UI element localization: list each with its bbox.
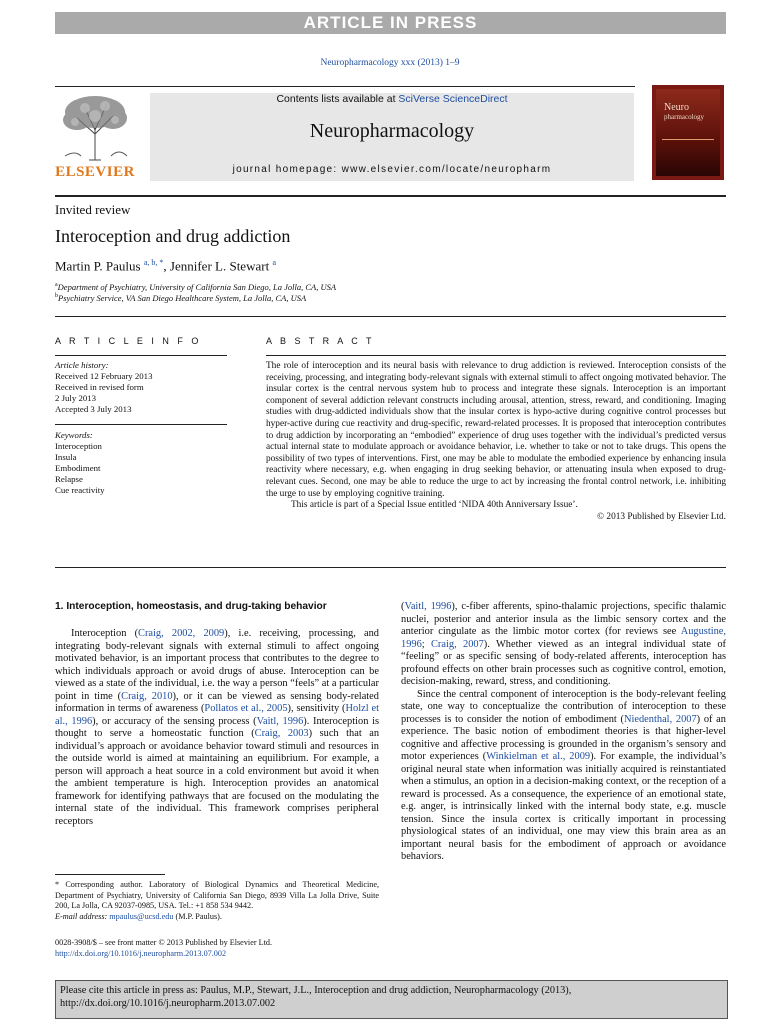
reference-link[interactable]: Craig, 2002, 2009 [138, 628, 225, 639]
abstract-body [266, 361, 726, 523]
email-suffix: (M.P. Paulus). [173, 911, 222, 921]
copyright-notice: © 2013 Published by Elsevier Ltd. [597, 511, 726, 522]
email-label: E-mail address: [55, 911, 110, 921]
cover-title-line1: Neuro [664, 102, 689, 113]
body-text: ), or accuracy of the sensing process ( [92, 715, 257, 727]
keyword: Relapse [55, 474, 83, 484]
body-text: ). Interoception is thought to serve a homeostatic function ( [55, 715, 380, 739]
affiliation-marker: b [55, 293, 58, 300]
body-text: ), sensitivity ( [287, 703, 346, 714]
footnote-rule [55, 874, 165, 875]
contents-prefix: Contents lists available at [276, 93, 399, 105]
journal-homepage[interactable]: journal homepage: www.elsevier.com/locate/neuropharm [232, 164, 552, 175]
article-title: Interoception and drug addiction [55, 226, 291, 246]
citation-box: Please cite this article in press as: Paulus, M.P., Stewart, J.L., Interoception and drug addiction, Neuropharmacology (2013), http://dx.doi.org/10.1016/j.neuropharm.2013.07.002 [55, 980, 728, 1019]
history-item: Accepted 3 July 2013 [55, 404, 132, 414]
abstract-rule [266, 355, 726, 356]
abstract-heading: A B S T R A C T [266, 336, 375, 346]
journal-citation-line[interactable]: Neuropharmacology xxx (2013) 1–9 [320, 58, 460, 68]
history-item: Received 12 February 2013 [55, 371, 153, 381]
history-item: Received in revised form [55, 382, 144, 392]
reference-link[interactable]: Winkielman et al., 2009 [486, 751, 591, 762]
affiliation-text: Department of Psychiatry, University of California San Diego, La Jolla, CA, USA [57, 282, 337, 292]
keywords [55, 430, 235, 496]
journal-cover-image[interactable] [652, 85, 724, 180]
keyword: Insula [55, 452, 77, 462]
body-paragraph [55, 628, 379, 828]
keyword: Interoception [55, 441, 102, 451]
keywords-rule [55, 424, 227, 425]
reference-link[interactable]: Craig, 2010 [121, 690, 173, 702]
reference-link[interactable]: Craig, 2003 [254, 728, 309, 739]
elsevier-wordmark: ELSEVIER [55, 164, 135, 180]
author-name[interactable]: Martin P. Paulus [55, 258, 141, 274]
doi-link[interactable]: http://dx.doi.org/10.1016/j.neuropharm.2013.07.002 [55, 949, 227, 958]
article-history-label: Article history: [55, 360, 109, 370]
journal-title: Neuropharmacology [309, 120, 475, 142]
body-right-column [401, 601, 726, 864]
reference-link[interactable]: Vaitl, 1996 [404, 601, 452, 612]
keyword: Embodiment [55, 463, 101, 473]
body-text: ). Whether viewed as an integral individual state of “feeling” or as specific sensing of body-related afferents, interoception has profound effects on other brain processes such as cognitive control, emotion, decision-making, reward, stress, and conditioning. [401, 638, 726, 687]
article-in-press-banner: ARTICLE IN PRESS [55, 12, 726, 34]
affiliation [55, 282, 336, 292]
author-separator: , [163, 258, 170, 274]
author-list [55, 258, 276, 274]
article-info-heading: A R T I C L E I N F O [55, 336, 202, 346]
affiliation-text: Psychiatry Service, VA San Diego Healthcare System, La Jolla, CA, USA [58, 293, 307, 303]
body-text: ) such that an individual’s approach or avoidance behavior toward stimuli and resources in the outside world is aimed at maintaining an equilibrium. For example, a person will approach a heat source in a cold environment but avoid it when the ambient temperature is high. Interoception provides an anatomical framework for identifying pathways that are focused on the modulating the internal state of the individual. This framework comprises peripheral receptors [55, 728, 380, 827]
email-link[interactable]: mpaulus@ucsd.edu [109, 911, 174, 921]
masthead-top-rule [55, 86, 635, 87]
reference-link[interactable]: Augustine, 1996 [401, 626, 726, 650]
body-text: ) of an experience. The basic notion of embodiment theories is that higher-level cognitive and affective processing is grounded in the organism’s sensory and motor experiences ( [401, 713, 726, 762]
article-history [55, 360, 235, 415]
affiliation [55, 293, 306, 303]
article-info-rule [55, 355, 227, 356]
keywords-label: Keywords: [55, 430, 93, 440]
body-left-column [55, 628, 379, 828]
header-rule [55, 316, 726, 317]
issn-block [55, 937, 385, 959]
body-text: Interoception ( [71, 628, 139, 639]
reference-link[interactable]: Holzl et al., 1996 [55, 703, 379, 727]
article-type: Invited review [55, 202, 131, 217]
history-item: 2 July 2013 [55, 393, 97, 403]
reference-link[interactable]: Vaitl, 1996 [256, 715, 304, 727]
body-text: Since the central component of interoception is the body-relevant feeling state, one way to conceptualize the contribution of interoception to these processes is to consider the notion of embodiment ( [401, 688, 726, 725]
contents-line [150, 93, 634, 105]
body-text: ), or it can be viewed as sensing body-related information in terms of awareness ( [55, 690, 379, 714]
front-matter-line: 0028-3908/$ – see front matter © 2013 Published by Elsevier Ltd. [55, 938, 273, 947]
body-text: ( [401, 601, 405, 612]
body-paragraph [401, 601, 726, 689]
author-name[interactable]: Jennifer L. Stewart [169, 258, 270, 274]
abstract-text: The role of interoception and its neural basis with relevance to drug addiction is reviewed. Interoception consists of the receiving, processing, and integrating body-relevant signals with external stimuli to affect ongoing motivated behavior. The insular cortex is the central nervous system hub to process and integrate these signals. Interoception is an important component of several addiction relevant constructs including arousal, attention, stress, reward, and conditioning. Imaging studies with drug-addicted individuals show that the insular cortex is hypo-active during cognitive control processes but hyper-active during cue reactivity and drug-specific, reward-related processes. It is proposed that interoception contributes to drug addiction by incorporating an “embodied” experience of drug uses together with the individual’s predicted versus actual internal state to modulate approach or avoidance behavior, i.e. whether to take or not to take drugs. This opens the possibility of two types of interventions. First, one may be able to modulate the embodied experience by enhancing insula reactivity where necessary, e.g. when engaging in drug seeking behavior, or attenuating insula when exposed to drug-relevant cues. Second, one may be able to reduce the urge to act by increasing the frontal control network, i.e. inhibiting the urge to use by employing cognitive training. [266, 361, 726, 499]
affiliation-marker: a [55, 282, 58, 289]
keyword: Cue reactivity [55, 485, 105, 495]
reference-link[interactable]: Pollatos et al., 2005 [204, 703, 288, 714]
abstract-bottom-rule [55, 567, 726, 568]
cover-title-line2: pharmacology [664, 113, 705, 121]
body-paragraph [401, 689, 726, 864]
sciencedirect-link[interactable]: SciVerse ScienceDirect [398, 93, 508, 105]
corresponding-author-footnote [55, 880, 379, 922]
footnote-text: * Corresponding author. Laboratory of Biological Dynamics and Theoretical Medicine, Department of Psychiatry, University of California San Diego, 8939 Villa La Jolla Drive, Suite 200, La Jolla, CA 92037-0985, USA. Tel.: +1 858 534 9442. [55, 880, 379, 910]
reference-link[interactable]: Craig, 2007 [431, 638, 484, 650]
body-text: ; [421, 638, 431, 650]
section-heading: 1. Interoception, homeostasis, and drug-taking behavior [55, 601, 327, 612]
reference-link[interactable]: Niedenthal, 2007 [623, 713, 697, 725]
author-affiliation-marker[interactable]: a [272, 258, 276, 267]
body-text: ), c-fiber afferents, spino-thalamic projections, specific thalamic nuclei, posterior and anterior insula as the limbic sensory cortex and the anterior cingulate as the limbic motor cortex (for reviews see [401, 601, 726, 637]
masthead-bottom-rule [55, 195, 726, 197]
body-text: ), i.e. receiving, processing, and integrating body-relevant signals with external stimuli to affect ongoing motivated behavior, is an important process that contributes to the degree to which individuals approach or avoid drugs of abuse. Interoception can be viewed as a state of the individual, i.e. the way a person “feels” at a particular point in time ( [55, 628, 379, 702]
body-text: ). For example, the individual’s original neural state when information was initially acquired is reinstantiated when a stimulus, an option in a decision-making context, or the reception of a reward is processed. As a consequence, the experience of an emotional state, e.g. anger, is intrinsically linked with the internal body state, e.g. muscle tension. Since the insula cortex is critically important in processing physiological states of an individual, one may view this brain area as an important neural basis for the embodiment of approach or avoidance behaviors. [401, 751, 727, 862]
special-issue-note: This article is part of a Special Issue entitled ‘NIDA 40th Anniversary Issue’. [291, 500, 578, 511]
author-affiliation-marker[interactable]: a, b, * [143, 258, 164, 267]
